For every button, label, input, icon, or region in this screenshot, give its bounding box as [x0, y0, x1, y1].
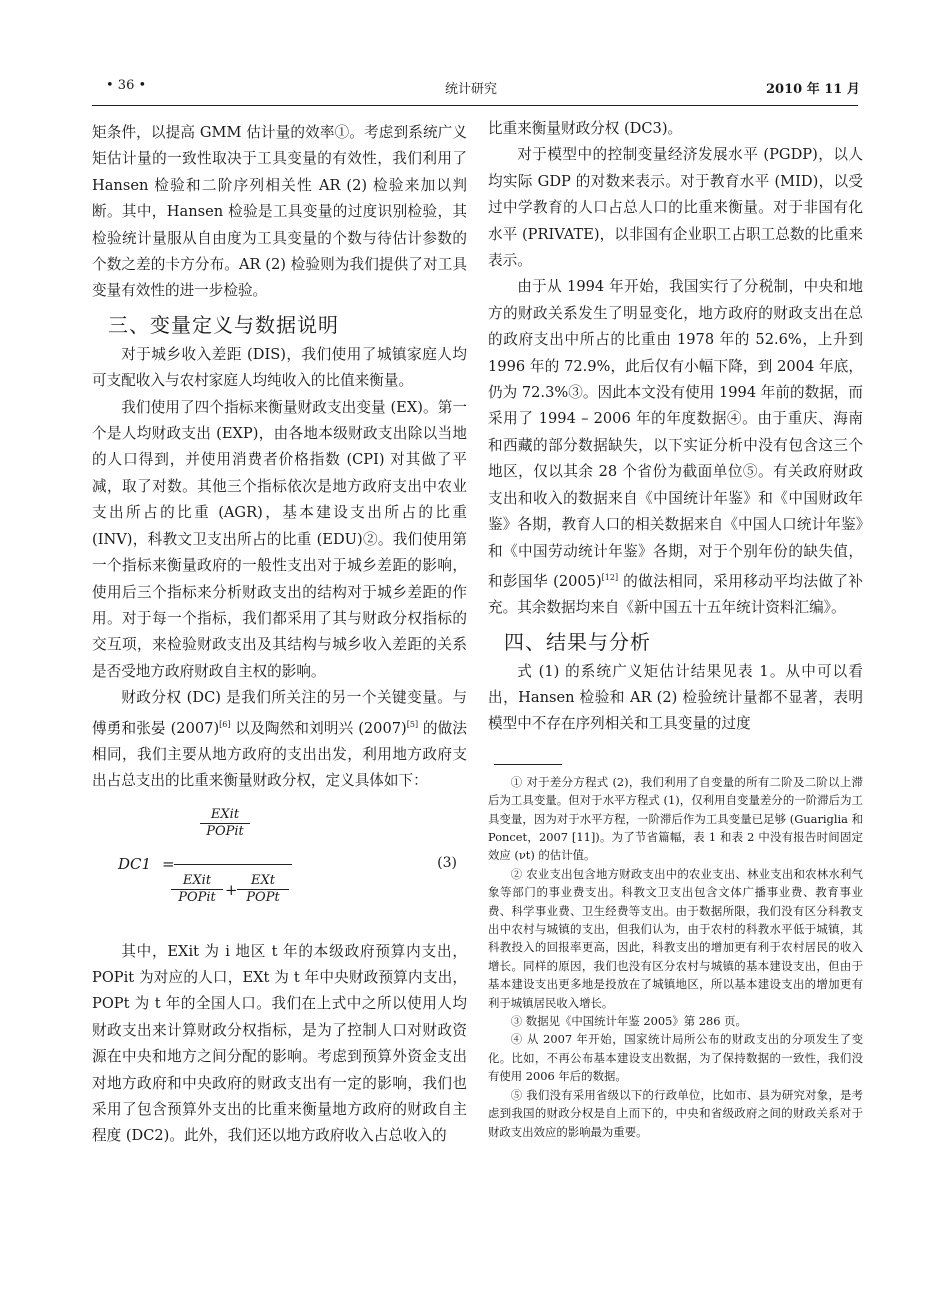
paragraph-data-sources: [488, 274, 863, 621]
paragraph-expenditure-indicators: 我们使用了四个指标来衡量财政支出变量 (EX)。第一个是人均财政支出 (EXP)，由各地本级财政支出除以当地的人口得到，并使用消费者价格指数 (CPI) 对其做了平减，取了对数。其他三个指标依次是地方政府支出中农业支出所占的比重 (AGR)，基本建设支出所占的比重 (INV)，科教文卫支出所占的比重 (EDU)②。我们使用第一个指标来衡量政府的一般性支出对于城乡差距的影响，使用后三个指标来分析财政支出的结构对于城乡差距的作用。对于每一个指标，我们都采用了其与财政分权指标的交互项，来检验财政支出及其结构与城乡收入差距的关系是否受地方政府财政自主权的影响。: [92, 398, 467, 680]
paragraph-results: 式 (1) 的系统广义矩估计结果见表 1。从中可以看出，Hansen 检验和 AR (2) 检验统计量都不显著，表明模型中不存在序列相关和工具变量的过度: [488, 662, 863, 733]
paragraph-gmm-tests: 矩条件，以提高 GMM 估计量的效率①。考虑到系统广义矩估计量的一致性取决于工具变量的有效性，我们利用了 Hansen 检验和二阶序列相关性 AR (2) 检验来加以判断。其中，Hansen 检验是工具变量的过度识别检验，其检验统计量服从自由度为工具变量的个数与待估计参数的个数之差的卡方分布。AR (2) 检验则为我们提供了对工具变量有效性的进一步检验。: [92, 124, 467, 300]
numerator-top: EXit: [210, 806, 240, 822]
right-column: [488, 116, 863, 1141]
main-fraction-bar: [174, 864, 292, 865]
citation-ref[interactable]: [6]: [219, 719, 231, 729]
paragraph-variable-explanation: 其中，EXit 为 i 地区 t 年的本级政府预算内支出，POPit 为对应的人口，EXt 为 t 年中央财政预算内支出，POPt 为 t 年的全国人口。我们在上式中之所以使用人均财政支出来计算财政分权指标，是为了控制人口对财政资源在中央和地方之间分配的影响。考虑到预算外资金支出对地方政府和中央政府的财政支出有一定的影响，我们也采用了包含预算外支出的比重来衡量地方政府的财政自主程度 (DC2)。此外，我们还以地方政府收入占总收入的: [92, 942, 467, 1145]
journal-name: 统计研究: [445, 82, 498, 97]
text-segment: 由于从 1994 年开始，我国实行了分税制，中央和地方的财政关系发生了明显变化，地方政府的财政支出在总的政府支出中所占的比重由 1978 年的 52.6%，上升到 1996 年的 72.9%，此后仅有小幅下降，到 2004 年底，仍为 72.3%③。因此本文没有使用 1994 年前的数据，而采用了 1994 – 2006 年的年度数据④。由于重庆、海南和西藏的部分数据缺失，以下实证分析中没有包含这三个地区，仅以其余 28 个省份为截面单位⑤。有关政府财政支出和收入的数据来自《中国统计年鉴》和《中国财政年鉴》各期，教育人口的相关数据来自《中国人口统计年鉴》和《中国劳动统计年鉴》各期，对于个别年份的缺失值，和彭国华 (2005): [488, 278, 863, 590]
footnote-5: ⑤ 我们没有采用省级以下的行政单位，比如市、县为研究对象，是考虑到我国的财政分权是自上而下的，中央和省级政府之间的财政关系对于财政支出效应的影响最为重要。: [488, 1087, 863, 1139]
left-column: [92, 120, 467, 1150]
citation-ref[interactable]: [5]: [406, 719, 419, 729]
text-segment: 的做法相同，我们主要从地方政府的支出出发，利用地方政府支出占总支出的比重来衡量财政分权，定义具体如下：: [92, 719, 468, 790]
header-rule: [92, 105, 858, 106]
numerator-fraction: [200, 807, 250, 840]
denominator-term-1: [171, 873, 223, 906]
equals-sign: =: [162, 854, 175, 873]
footnote-1: ① 对于差分方程式 (2)，我们利用了自变量的所有二阶及二阶以上滞后为工具变量。但对于水平方程式 (1)，仅利用自变量差分的一阶滞后为工具变量，因为对于水平方程，一阶滞后作为工具变量已足够 (Guariglia 和 Poncet，2007 [11])。为了节省篇幅，表 1 和表 2 中没有报告时间固定效应 (νt) 的估计值。: [488, 774, 863, 863]
section-heading-4: 四、结果与分析: [504, 629, 651, 654]
page-number: • 36 •: [106, 78, 147, 93]
text-segment: 的做法相同，采用移动平均法做了补充。其余数据均来自《新中国五十五年统计资料汇编》。: [488, 572, 864, 617]
paragraph-dis-definition: 对于城乡收入差距 (DIS)，我们使用了城镇家庭人均可支配收入与农村家庭人均纯收入的比值来衡量。: [92, 345, 467, 390]
numerator-bottom: POPit: [200, 823, 250, 840]
section-heading-3: 三、变量定义与数据说明: [108, 312, 339, 337]
denominator-term-2: [237, 873, 289, 906]
issue-date: 2010 年 11 月: [766, 82, 860, 97]
text-segment: 以及陶然和刘明兴 (2007): [230, 719, 407, 737]
citation-ref[interactable]: [12]: [601, 572, 619, 582]
equation-lhs: DC1: [118, 854, 152, 873]
plus-sign: +: [225, 880, 238, 899]
den1-top: EXit: [182, 872, 212, 888]
equation-number: (3): [437, 854, 457, 871]
footnote-4: ④ 从 2007 年开始，国家统计局所公布的财政支出的分项发生了变化。比如，不再公布基本建设支出数据，为了保持数据的一致性，我们没有使用 2006 年后的数据。: [488, 1032, 863, 1084]
paragraph-decentralization: [92, 685, 467, 794]
text-segment: 财政分权 (DC) 是我们所关注的另一个关键变量。与傅勇和张晏 (2007): [92, 689, 467, 737]
footnote-rule: [494, 764, 562, 765]
paragraph-control-variables: 对于模型中的控制变量经济发展水平 (PGDP)，以人均实际 GDP 的对数来表示。对于教育水平 (MID)，以受过中学教育的人口占总人口的比重来衡量。对于非国有化水平 (PRIVATE)，以非国有企业职工占职工总数的比重来表示。: [488, 146, 863, 270]
den1-bottom: POPit: [171, 889, 223, 906]
paragraph-dc3: 比重来衡量财政分权 (DC3)。: [488, 120, 683, 137]
den2-top: EXt: [251, 872, 275, 888]
footnote-2: ② 农业支出包含地方财政支出中的农业支出、林业支出和农林水利气象等部门的事业费支出。科教文卫支出包含文体广播事业费、教育事业费、科学事业费、卫生经费等支出。由于数据所限，我们没有区分科教支出中农村与城镇的支出，但我们认为，由于农村的科教水平低于城镇，其科教投入的回报率更高，因此，科教支出的增加更有利于农村居民的收入增长。同样的原因，我们也没有区分农村与城镇的基本建设支出，但由于基本建设支出更多地是投放在了城镇地区，所以基本建设支出的增加更有利于城镇居民收入增长。: [488, 866, 863, 1010]
den2-bottom: POPt: [237, 889, 289, 906]
equation-dc1: [92, 795, 467, 939]
footnote-3: ③ 数据见《中国统计年鉴 2005》第 286 页。: [510, 1014, 747, 1029]
